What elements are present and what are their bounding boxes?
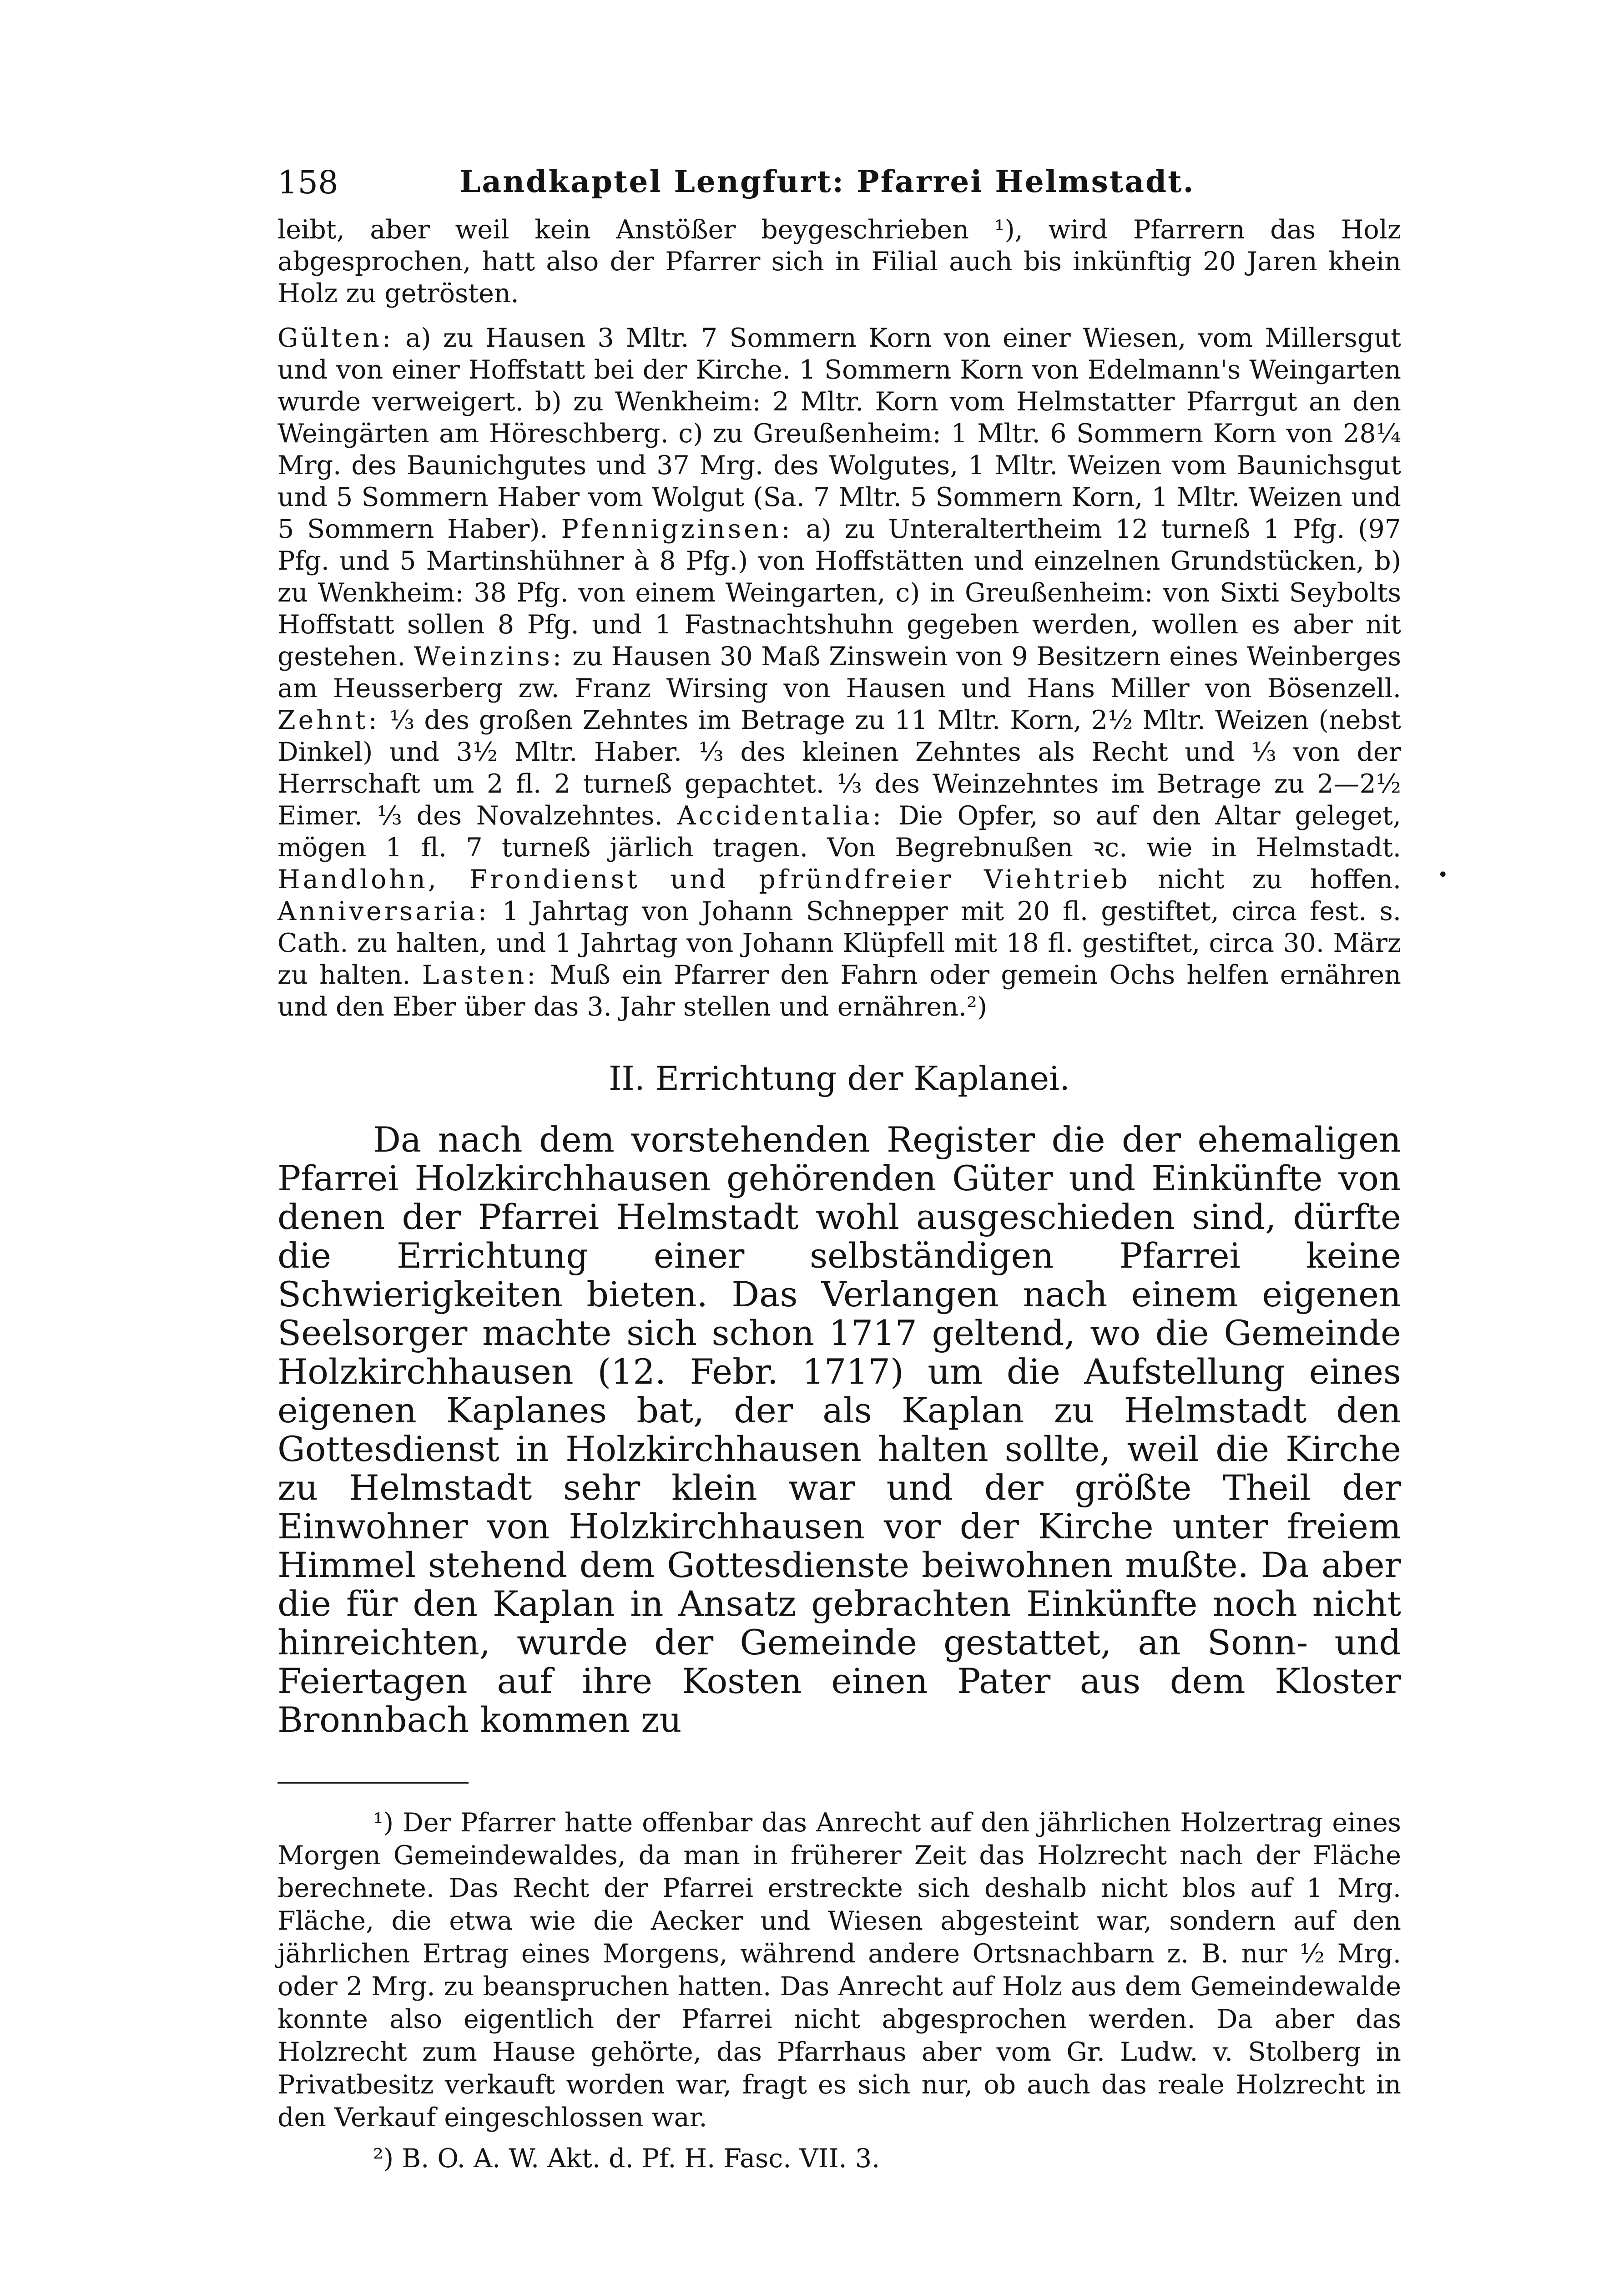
gulten-text: a) zu Hausen 3 Mltr. 7 Sommern Korn von einer Wiesen, vom Millersgut und von einer Hoffstatt bei der Kirche. 1 Sommern Korn von Edelmann's Weingarten wurde verweigert. b) zu Wenkheim: 2 Mltr. Korn vom Helmstatter Pfarrgut an den Weingärten am Höreschberg. c) zu Greußenheim: 1 Mltr. 6 Sommern Korn von 28¼ Mrg. des Baunichgutes und 37 Mrg. des Wolgutes, 1 Mltr. Weizen vom Baunichsgut und 5 Sommern Haber vom Wolgut (Sa. 7 Mltr. 5 Sommern Korn, 1 Mltr. Weizen und 5 Sommern Haber).	[277, 323, 1402, 544]
income-register	[277, 322, 1401, 1023]
running-head: Landkaptel Lengfurt: Pfarrei Helmstadt.	[459, 164, 1195, 199]
anniversaria-label: Anniversaria:	[277, 896, 489, 926]
footnote-divider	[277, 1782, 469, 1784]
footnote-1: ¹) Der Pfarrer hatte offenbar das Anrecht auf den jährlichen Holzertrag eines Morgen Gemeindewaldes, da man in früherer Zeit das Holzrecht nach der Fläche berechnete. Das Recht der Pfarrei erstreckte sich deshalb nicht blos auf 1 Mrg. Fläche, die etwa wie die Aecker und Wiesen abgesteint war, sondern auf den jährlichen Ertrag eines Morgens, während andere Ortsnachbarn z. B. nur ½ Mrg. oder 2 Mrg. zu beanspruchen hatten. Das Anrecht auf Holz aus dem Gemeindewalde konnte also eigentlich der Pfarrei nicht abgesprochen werden. Da aber das Holzrecht zum Hause gehörte, das Pfarrhaus aber vom Gr. Ludw. v. Stolberg in Privatbesitz verkauft worden war, fragt es sich nur, ob auch das reale Holzrecht in den Verkauf eingeschlossen war.	[277, 1808, 1401, 2133]
handlohn-label: Handlohn, Frondienst und pfründfreier Viehtrieb	[277, 864, 1130, 895]
continuation-paragraph: leibt, aber weil kein Anstößer beygeschrieben ¹), wird Pfarrern das Holz abgesprochen, hatt also der Pfarrer sich in Filial auch bis inkünftig 20 Jaren khein Holz zu getrösten.	[277, 215, 1401, 308]
accidentalia-label: Accidentalia:	[677, 801, 884, 831]
zehnt-label: Zehnt:	[277, 705, 380, 735]
lasten-text: Muß ein Pfarrer den Fahrn oder gemein Ochs helfen ernähren und den Eber über das 3. Jahr stellen und ernähren.²)	[277, 960, 1401, 1022]
section-paragraph: Da nach dem vorstehenden Register die der ehemaligen Pfarrei Holzkirchhausen gehörenden Güter und Einkünfte von denen der Pfarrei Helmstadt wohl ausgeschieden sind, dürfte die Errichtung einer selbständigen Pfarrei keine Schwierigkeiten bieten. Das Verlangen nach einem eigenen Seelsorger machte sich schon 1717 geltend, wo die Gemeinde Holzkirchhausen (12. Febr. 1717) um die Aufstellung eines eigenen Kaplanes bat, der als Kaplan zu Helmstadt den Gottesdienst in Holzkirchhausen halten sollte, weil die Kirche zu Helmstadt sehr klein war und der größte Theil der Einwohner von Holzkirchhausen vor der Kirche unter freiem Himmel stehend dem Gottesdienste beiwohnen mußte. Da aber die für den Kaplan in Ansatz gebrachten Einkünfte noch nicht hinreichten, wurde der Gemeinde gestattet, an Sonn- und Feiertagen auf ihre Kosten einen Pater aus dem Kloster Bronnbach kommen zu	[277, 1119, 1401, 1740]
zehnt-text: ⅓ des großen Zehntes im Betrage zu 11 Mltr. Korn, 2½ Mltr. Weizen (nebst Dinkel) und 3½ Mltr. Haber. ⅓ des kleinen Zehntes als Recht und ⅓ von der Herrschaft um 2 fl. 2 turneß gepachtet. ⅓ des Weinzehntes im Betrage zu 2—2½ Eimer. ⅓ des Novalzehntes.	[277, 705, 1402, 831]
weinzins-text: zu Hausen 30 Maß Zinswein von 9 Besitzern eines Weinberges am Heusserberg zw. Franz Wirsing von Hausen und Hans Miller von Bösenzell.	[277, 642, 1402, 703]
pfennigzinsen-label: Pfennigzinsen:	[561, 514, 793, 544]
margin-dot-mark: •	[1437, 864, 1448, 885]
handlohn-text: nicht zu hoffen.	[1158, 864, 1402, 895]
section-heading: II. Errichtung der Kaplanei.	[608, 1059, 1070, 1097]
page-header	[277, 150, 1401, 214]
lasten-label: Lasten:	[422, 960, 539, 990]
weinzins-label: Weinzins:	[414, 642, 564, 672]
book-page	[277, 150, 1401, 2175]
gulten-label: Gülten:	[277, 323, 394, 353]
anniversaria-text: 1 Jahrtag von Johann Schnepper mit 20 fl. gestiftet, circa fest. s. Cath. zu halten, und 1 Jahrtag von Johann Klüpfell mit 18 fl. gestiftet, circa 30. März zu halten.	[277, 896, 1401, 990]
pfennigzinsen-text: a) zu Unteraltertheim 12 turneß 1 Pfg. (97 Pfg. und 5 Martinshühner à 8 Pfg.) von Hoffstätten und einzelnen Grundstücken, b) zu Wenkheim: 38 Pfg. von einem Weingarten, c) in Greußenheim: von Sixti Seybolts Hoffstatt sollen 8 Pfg. und 1 Fastnachtshuhn gegeben werden, wollen es aber nit gestehen.	[277, 514, 1401, 672]
page-number: 158	[277, 164, 338, 201]
accidentalia-text: Die Opfer, so auf den Altar geleget, mögen 1 fl. 7 turneß järlich tragen. Von Begrebnußen ꝛc. wie in Helmstadt.	[277, 801, 1402, 863]
footnote-2: ²) B. O. A. W. Akt. d. Pf. H. Fasc. VII. 3.	[373, 2144, 880, 2174]
